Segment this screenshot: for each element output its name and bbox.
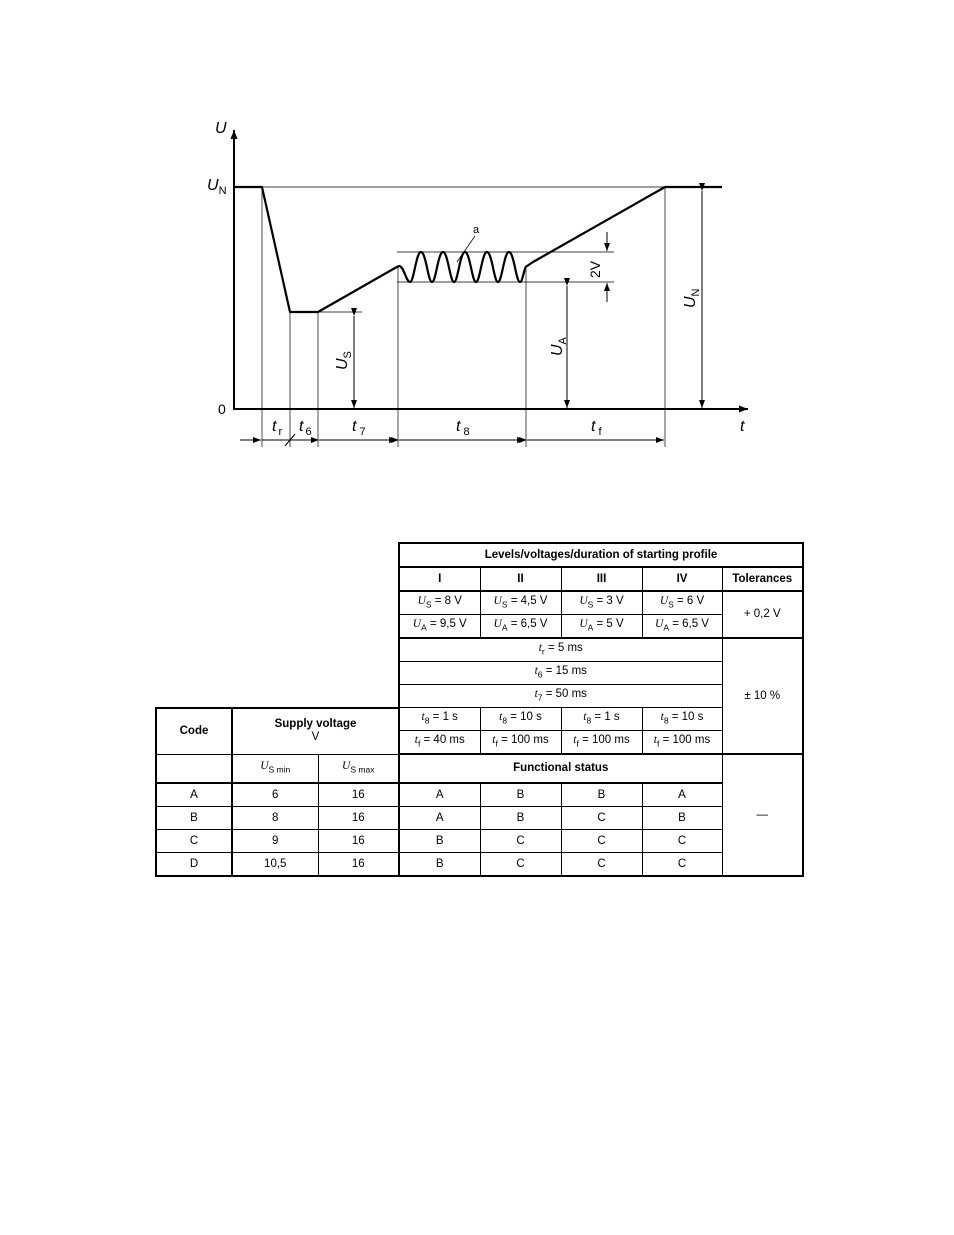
zero-label: 0: [218, 401, 226, 417]
status-cell: C: [561, 830, 642, 853]
ua-value-level-I: $U_A = 9,5$ V: [399, 615, 480, 639]
tf-value-level-IV: $t_f = 100$ ms: [642, 731, 722, 755]
us-max-cell: 16: [318, 807, 399, 830]
table-row: [156, 662, 803, 685]
ua-value-level-III: $U_A = 5$ V: [561, 615, 642, 639]
supply-voltage-unit: V: [311, 731, 320, 743]
us-label: $U_S$: [334, 351, 354, 370]
supply-voltage-title: Supply voltage: [274, 718, 357, 730]
us-min-header: $U_{S min}$: [232, 754, 318, 783]
us-value-level-I: $U_S = 8$ V: [399, 591, 480, 615]
table-row: [156, 853, 803, 877]
table-row: [156, 708, 803, 731]
starting-profile-diagram: [0, 0, 954, 470]
level-I-header: I: [399, 567, 480, 591]
tf-value-level-III: $t_f = 100$ ms: [561, 731, 642, 755]
supply-voltage-header: [232, 708, 399, 755]
functional-status-header: Functional status: [399, 754, 722, 783]
code-cell: B: [156, 807, 232, 830]
status-cell: B: [480, 807, 561, 830]
note-label: a: [473, 224, 480, 236]
ua-label: $U_A$: [549, 337, 569, 356]
time-label-t7: t $_7$: [352, 418, 366, 438]
status-cell: A: [399, 807, 480, 830]
note-leader-line: [457, 236, 475, 262]
us-value-level-IV: $U_S = 6$ V: [642, 591, 722, 615]
us-max-cell: 16: [318, 853, 399, 877]
table-row: [156, 685, 803, 708]
t8-value-level-III: $t_8 = 1$ s: [561, 708, 642, 731]
status-cell: B: [561, 783, 642, 807]
starting-profile-table: [155, 542, 804, 877]
t8-value-level-IV: $t_8 = 10$ s: [642, 708, 722, 731]
status-cell: B: [399, 853, 480, 877]
table-row: [156, 807, 803, 830]
time-label-t8: t $_8$: [456, 418, 470, 438]
status-tolerance: —: [722, 754, 803, 876]
level-III-header: III: [561, 567, 642, 591]
y-axis-label: U: [215, 120, 227, 137]
level-II-header: II: [480, 567, 561, 591]
level-IV-header: IV: [642, 567, 722, 591]
ua-value-level-IV: $U_A = 6,5$ V: [642, 615, 722, 639]
un-right-label: $U_N$: [682, 288, 702, 308]
table-row: [156, 638, 803, 662]
table-row: [156, 783, 803, 807]
ripple-label: 2V: [587, 260, 603, 278]
tr-value: $t_r = 5$ ms: [399, 638, 722, 662]
profile-header: Levels/voltages/duration of starting profile: [399, 543, 803, 567]
us-min-cell: 8: [232, 807, 318, 830]
tf-value-level-I: $t_f = 40$ ms: [399, 731, 480, 755]
status-cell: C: [561, 807, 642, 830]
code-header-spacer: [156, 754, 232, 783]
table-row: [156, 615, 803, 639]
status-cell: B: [399, 830, 480, 853]
status-cell: B: [642, 807, 722, 830]
x-axis-label: t: [740, 418, 745, 435]
code-header: Code: [156, 708, 232, 755]
status-cell: C: [642, 853, 722, 877]
t8-value-level-II: $t_8 = 10$ s: [480, 708, 561, 731]
status-cell: C: [480, 853, 561, 877]
table-row: [156, 830, 803, 853]
code-cell: C: [156, 830, 232, 853]
tolerances-header: Tolerances: [722, 567, 803, 591]
voltage-tolerance: + 0,2 V: [722, 591, 803, 638]
status-cell: A: [642, 783, 722, 807]
table-row: [156, 567, 803, 591]
us-max-cell: 16: [318, 830, 399, 853]
code-cell: D: [156, 853, 232, 877]
time-tolerance: ± 10 %: [722, 638, 803, 754]
t6-value: $t_6 = 15$ ms: [399, 662, 722, 685]
table-row: [156, 754, 803, 783]
status-cell: C: [480, 830, 561, 853]
us-value-level-III: $U_S = 3$ V: [561, 591, 642, 615]
status-cell: A: [399, 783, 480, 807]
t7-value: $t_7 = 50$ ms: [399, 685, 722, 708]
status-cell: C: [642, 830, 722, 853]
voltage-profile-curve: [234, 187, 722, 312]
us-min-cell: 6: [232, 783, 318, 807]
status-cell: B: [480, 783, 561, 807]
t8-value-level-I: $t_8 = 1$ s: [399, 708, 480, 731]
code-cell: A: [156, 783, 232, 807]
us-value-level-II: $U_S = 4,5$ V: [480, 591, 561, 615]
ua-value-level-II: $U_A = 6,5$ V: [480, 615, 561, 639]
status-cell: C: [561, 853, 642, 877]
us-max-header: $U_{S max}$: [318, 754, 399, 783]
us-min-cell: 10,5: [232, 853, 318, 877]
time-label-tf: t $_f$: [591, 418, 602, 438]
tf-value-level-II: $t_f = 100$ ms: [480, 731, 561, 755]
us-min-cell: 9: [232, 830, 318, 853]
table-row: [156, 543, 803, 567]
us-max-cell: 16: [318, 783, 399, 807]
time-label-t6: t $_6$: [299, 418, 312, 438]
time-label-tr: t $_r$: [272, 418, 283, 438]
un-left-label: $U_N$: [207, 177, 227, 197]
table-row: [156, 591, 803, 615]
